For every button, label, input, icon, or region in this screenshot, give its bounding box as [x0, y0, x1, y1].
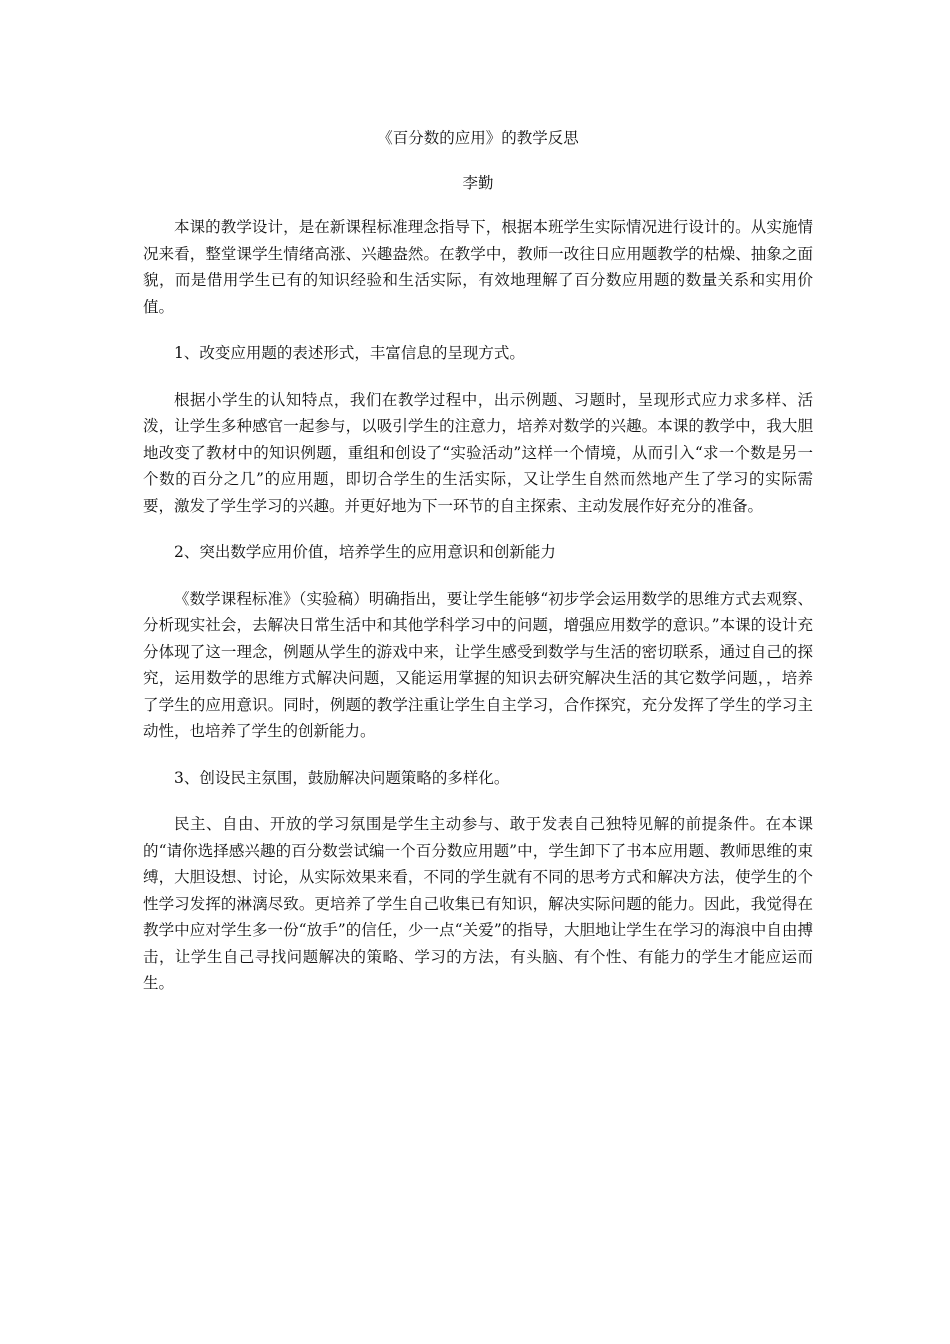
- section-3-body: 民主、自由、开放的学习氛围是学生主动参与、敢于发表自己独特见解的前提条件。在本课的“请你选择感兴趣的百分数尝试编一个百分数应用题”中，学生卸下了书本应用题、教师思维的束缚，大胆设想、讨论，从实际效果来看，不同的学生就有不同的思考方式和解决方法，使学生的个性学习发挥的淋漓尽致。更培养了学生自己收集已有知识，解决实际问题的能力。因此，我觉得在教学中应对学生多一份“放手”的信任，少一点“关爱”的指导，大胆地让学生在学习的海浪中自由搏击，让学生自己寻找问题解决的策略、学习的方法，有头脑、有个性、有能力的学生才能应运而生。: [143, 815, 813, 992]
- document-title: 《百分数的应用》的教学反思: [377, 129, 579, 147]
- section-2-body: 《数学课程标准》（实验稿）明确指出，要让学生能够“初步学会运用数学的思维方式去观察、分析现实社会，去解决日常生活中和其他学科学习中的问题，增强应用数学的意识。”本课的设计充分体现了这一理念，例题从学生的游戏中来，让学生感受到数学与生活的密切联系，通过自己的探究，运用数学的思维方式解决问题，又能运用掌握的知识去研究解决生活的其它数学问题，，培养了学生的应用意识。同时，例题的教学注重让学生自主学习，合作探究，充分发挥了学生的学习主动性，也培养了学生的创新能力。: [143, 589, 813, 740]
- intro-paragraph: 本课的教学设计，是在新课程标准理念指导下，根据本班学生实际情况进行设计的。从实施情况来看，整堂课学生情绪高涨、兴趣盎然。在教学中，教师一改往日应用题教学的枯燥、抽象之面貌，而是借用学生已有的知识经验和生活实际，有效地理解了百分数应用题的数量关系和实用价值。: [143, 218, 813, 316]
- section-1-heading: 1、改变应用题的表述形式，丰富信息的呈现方式。: [174, 344, 525, 362]
- section-2-heading: 2、突出数学应用价值，培养学生的应用意识和创新能力: [174, 543, 556, 561]
- section-1-body: 根据小学生的认知特点，我们在教学过程中，出示例题、习题时，呈现形式应力求多样、活泼，让学生多种感官一起参与，以吸引学生的注意力，培养对数学的兴趣。本课的教学中，我大胆地改变了教材中的知识例题，重组和创设了“实验活动”这样一个情境，从而引入“求一个数是另一个数的百分之几”的应用题，即切合学生的生活实际，又让学生自然而然地产生了学习的实际需要，激发了学生学习的兴趣。并更好地为下一环节的自主探索、主动发展作好充分的准备。: [143, 390, 813, 515]
- document-author: 李勤: [462, 173, 494, 192]
- section-3-heading: 3、创设民主氛围，鼓励解决问题策略的多样化。: [174, 768, 510, 787]
- document-content: [143, 125, 813, 997]
